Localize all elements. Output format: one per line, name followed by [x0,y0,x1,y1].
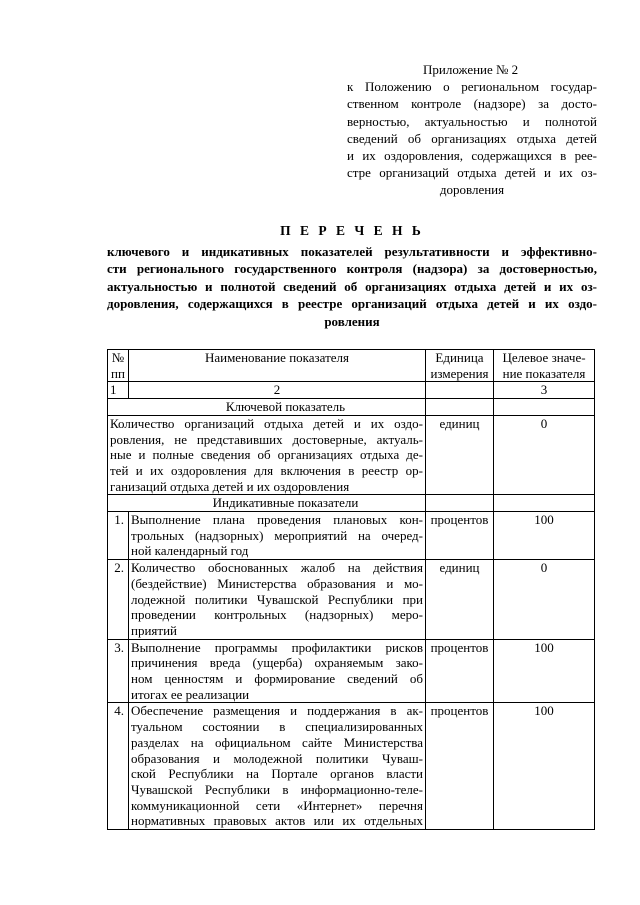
indicative-section-empty [426,495,494,512]
column-number-row [108,382,595,399]
key-line: ные и полные сведения об организациях отдыха де- [110,447,423,463]
header-unit-line: Единица [435,350,484,365]
row-name [129,639,426,703]
subtitle-last-line: ровления [324,313,380,329]
row-number: 3. [108,639,129,703]
col-number-3: 3 [494,382,595,399]
appendix-line: стре организаций отдыха детей и их оз- [347,165,597,181]
row-target: 100 [494,639,595,703]
appendix-line: сведений об организациях отдыха детей [347,130,597,146]
row-unit: процентов [426,703,494,830]
subtitle-line: ключевого и индикативных показателей результативности и эффективно- [107,243,597,259]
row-line: образования и молодежной политики Чуваш- [131,750,423,766]
appendix-line: к Положению о региональном государ- [347,79,597,95]
row-line: туальном состоянии в специализированных [131,719,423,735]
col-number-empty [426,382,494,399]
table-header-row [108,350,595,382]
row-number: 4. [108,703,129,830]
row-line: лодежной политики Чувашской Республики при [131,591,423,607]
table-row [108,560,595,640]
header-target-line: Целевое значе- [502,350,586,365]
appendix-line: верностью, актуальностью и полнотой [347,113,597,129]
document-title-block [107,222,597,331]
key-section-row [108,399,595,416]
row-target: 0 [494,560,595,640]
row-line: трольных (надзорных) мероприятий на очеред- [131,527,423,543]
row-line: разделах на официальном сайте Министерства [131,734,423,750]
row-line: коммуникационной сети «Интернет» перечня [131,797,423,813]
row-line: ном ценностям и формирование сведений об [131,671,423,687]
row-line: нормативных правовых актов или их отдельных [131,813,423,829]
key-indicator-unit: единиц [426,415,494,495]
header-target-line: ние показателя [502,365,586,381]
row-target: 100 [494,703,595,830]
row-name [129,560,426,640]
row-unit: процентов [426,639,494,703]
table-row [108,512,595,560]
row-line: проведении контрольных (надзорных) меро- [131,607,423,623]
indicative-section-empty [494,495,595,512]
row-line: ской Республики на Портале органов власти [131,766,423,782]
table-row [108,639,595,703]
subtitle-line: актуальностью и полнотой сведений об организациях отдыха детей и их оз- [107,278,597,294]
row-name [129,703,426,830]
header-name: Наименование показателя [129,350,426,382]
key-indicator-name [108,415,426,495]
header-num [108,350,129,382]
row-unit: процентов [426,512,494,560]
row-line: (бездействие) Министерства образования и мо- [131,575,423,591]
row-number: 1. [108,512,129,560]
key-indicator-target: 0 [494,415,595,495]
row-line: Выполнение плана проведения плановых кон- [131,512,423,528]
indicators-table [107,349,595,830]
key-indicator-row [108,415,595,495]
appendix-text [347,78,597,181]
row-line: итогах ее реализации [131,686,250,702]
header-target [494,350,595,382]
appendix-last-line: доровления [439,182,505,198]
indicative-section-row [108,495,595,512]
row-line: Выполнение программы профилактики рисков [131,639,423,655]
col-number-2: 2 [129,382,426,399]
key-line: ганизаций отдыха детей и их оздоровления [110,478,350,494]
table-row [108,703,595,830]
appendix-line: и их оздоровления, содержащихся в рее- [347,148,597,164]
row-line: ной календарный год [131,543,249,559]
appendix-line: ственном контроле (надзоре) за досто- [347,96,597,112]
row-target: 100 [494,512,595,560]
header-num-line: № [111,350,125,365]
row-unit: единиц [426,560,494,640]
row-line: приятий [131,622,177,638]
row-name [129,512,426,560]
row-line: Чувашской Республики в информационно-теле- [131,781,423,797]
col-number-1: 1 [108,382,129,399]
header-unit-line: измерения [430,365,489,381]
appendix-number: Приложение № 2 [423,62,519,77]
key-section-empty [494,399,595,416]
header-unit [426,350,494,382]
appendix-block [347,61,597,199]
document-subtitle [107,243,597,313]
key-section-title: Ключевой показатель [108,399,426,416]
key-line: Количество организаций отдыха детей и их оздо- [110,415,423,431]
key-line: тей и их оздоровления для включения в реестр ор- [110,462,423,478]
subtitle-line: сти регионального государственного контроля (надзора) за достоверностью, [107,261,597,277]
indicative-section-title: Индикативные показатели [108,495,426,512]
row-number: 2. [108,560,129,640]
row-line: причинения вреда (ущерба) охраняемым зако- [131,655,423,671]
subtitle-line: доровления, содержащихся в реестре организаций отдыха детей и их оздо- [107,296,597,312]
key-section-empty [426,399,494,416]
row-line: Обеспечение размещения и поддержания в ак- [131,703,423,719]
row-line: Количество обоснованных жалоб на действия [131,560,423,576]
key-line: ровления, не представивших достоверные, актуаль- [110,431,423,447]
header-num-line: пп [111,365,125,381]
document-heading: П Е Р Е Ч Е Н Ь [280,223,424,238]
